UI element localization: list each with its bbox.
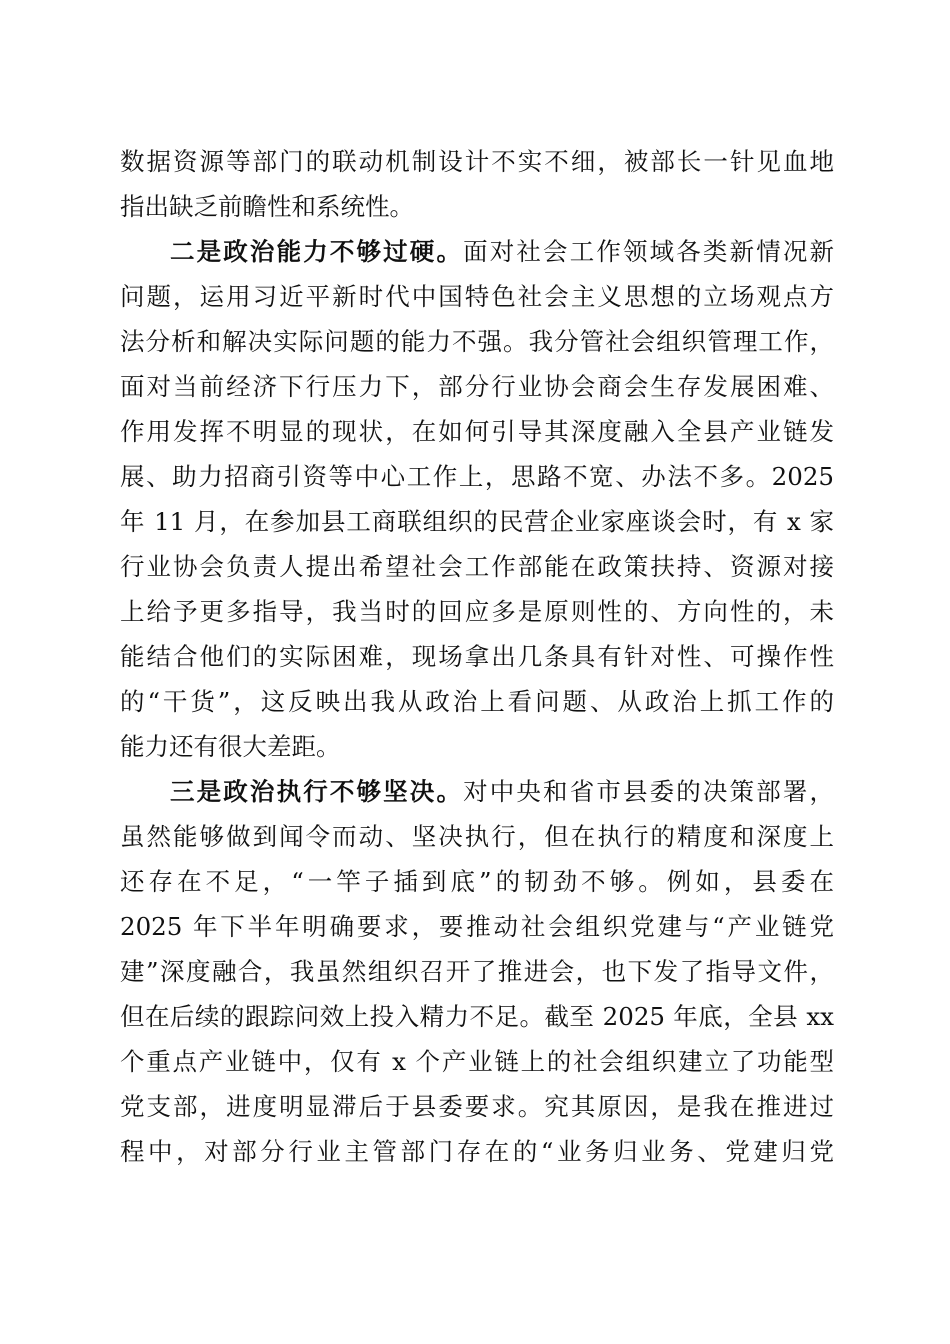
paragraph-3-first-line-text: 对中央和省市县委的决策部署，	[463, 777, 835, 806]
text-line: 能结合他们的实际困难，现场拿出几条具有针对性、可操作性	[120, 642, 834, 671]
text-line: 作用发挥不明显的现状，在如何引导其深度融入全县产业链发	[120, 417, 834, 446]
paragraph-2-first-line	[170, 237, 834, 267]
text-line: 行业协会负责人提出希望社会工作部能在政策扶持、资源对接	[120, 552, 834, 581]
text-line: 的“干货”，这反映出我从政治上看问题、从政治上抓工作的	[120, 687, 834, 716]
paragraph-2-first-line-text: 面对社会工作领域各类新情况新	[463, 237, 835, 266]
text-line: 建”深度融合，我虽然组织召开了推进会，也下发了指导文件，	[120, 957, 834, 986]
text-line: 上给予更多指导，我当时的回应多是原则性的、方向性的，未	[120, 597, 834, 626]
text-line: 党支部，进度明显滞后于县委要求。究其原因，是我在推进过	[120, 1092, 834, 1121]
paragraph-3-first-line	[170, 777, 834, 807]
text-line: 数据资源等部门的联动机制设计不实不细，被部长一针见血地	[120, 147, 834, 176]
text-line: 法分析和解决实际问题的能力不强。我分管社会组织管理工作，	[120, 327, 834, 356]
paragraph-3-heading: 三是政治执行不够坚决。	[170, 777, 464, 806]
text-line: 程中，对部分行业主管部门存在的“业务归业务、党建归党	[120, 1137, 834, 1166]
paragraph-2-heading: 二是政治能力不够过硬。	[170, 237, 464, 266]
text-line: 虽然能够做到闻令而动、坚决执行，但在执行的精度和深度上	[120, 822, 834, 851]
text-line: 2025 年下半年明确要求，要推动社会组织党建与“产业链党	[120, 912, 834, 941]
text-line: 个重点产业链中，仅有 x 个产业链上的社会组织建立了功能型	[120, 1047, 834, 1076]
text-line: 年 11 月，在参加县工商联组织的民营企业家座谈会时，有 x 家	[120, 507, 834, 536]
text-line: 能力还有很大差距。	[120, 732, 341, 761]
text-line: 问题，运用习近平新时代中国特色社会主义思想的立场观点方	[120, 282, 834, 311]
text-line: 指出缺乏前瞻性和系统性。	[120, 192, 414, 221]
text-line: 展、助力招商引资等中心工作上，思路不宽、办法不多。2025	[120, 462, 834, 491]
text-line: 面对当前经济下行压力下，部分行业协会商会生存发展困难、	[120, 372, 834, 401]
text-line: 还存在不足，“一竿子插到底”的韧劲不够。例如，县委在	[120, 867, 834, 896]
text-line: 但在后续的跟踪问效上投入精力不足。截至 2025 年底，全县 xx	[120, 1002, 834, 1031]
